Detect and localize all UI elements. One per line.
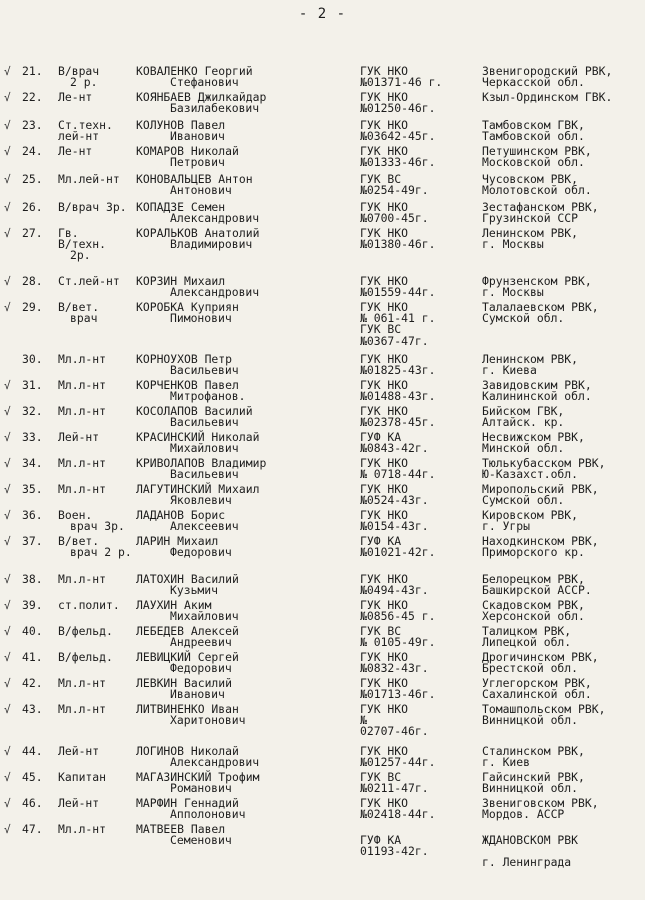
record-patronymic: Васильевич	[170, 415, 239, 429]
record-name: ЛАГУТИНСКИЙ Михаил	[136, 482, 260, 496]
record-department: Молотовской обл.	[482, 183, 592, 197]
check-mark-icon: √	[4, 145, 11, 158]
record-name: КРАСИНСКИЙ Николай	[136, 430, 260, 444]
check-mark-icon: √	[4, 573, 11, 586]
record-rank: Мл.л-нт	[58, 378, 107, 392]
check-mark-icon: √	[4, 91, 11, 104]
record-number: 47.	[22, 822, 43, 836]
check-mark-icon: √	[4, 431, 11, 444]
record-order: 01193-42г.	[360, 844, 429, 858]
record-patronymic: Васильевич	[170, 467, 239, 481]
record-org: ГУК НКО	[360, 456, 409, 470]
record-org: ГУК НКО	[360, 702, 409, 716]
record-org: ГУК НКО	[360, 300, 409, 314]
record-order: №01333-46г.	[360, 155, 436, 169]
record-rank: Ле-нт	[58, 90, 93, 104]
record-rank: Мл.л-нт	[58, 482, 107, 496]
record-department: Мордов. АССР	[482, 807, 565, 821]
record-department: Находкинском РВК,	[482, 534, 599, 548]
check-mark-icon: √	[4, 483, 11, 496]
record-org: ГУК НКО	[360, 378, 409, 392]
record-patronymic: Александрович	[170, 211, 260, 225]
record-rank: Мл.л-нт	[58, 822, 107, 836]
record-name: ЛИТВИНЕНКО Иван	[136, 702, 239, 716]
record-org: ГУФ КА	[360, 430, 402, 444]
check-mark-icon: √	[4, 301, 11, 314]
record-order-extra: ГУК ВС №0367-47г.	[360, 322, 429, 348]
check-mark-icon: √	[4, 535, 11, 548]
record-rank: Мл.л-нт	[58, 572, 107, 586]
record-name: КОМАРОВ Николай	[136, 144, 239, 158]
record-department: Скадовском РВК,	[482, 598, 585, 612]
record-department: Белорецком РВК,	[482, 572, 585, 586]
record-department: Фрунзенском РВК,	[482, 274, 592, 288]
record-rank: врач Зр.	[70, 519, 125, 533]
check-mark-icon: √	[4, 509, 11, 522]
record-patronymic: Михайлович	[170, 441, 239, 455]
record-patronymic: Иванович	[170, 129, 225, 143]
record-department: Петушинском РВК,	[482, 144, 592, 158]
record-rank: В/фельд.	[58, 650, 113, 664]
record-name: КОСОЛАПОВ Василий	[136, 404, 253, 418]
record-org: ГУК НКО	[360, 274, 409, 288]
record-department: Липецкой обл.	[482, 635, 572, 649]
record-patronymic: Васильевич	[170, 363, 239, 377]
record-rank: Мл.л-нт	[58, 352, 107, 366]
record-rank: Ле-нт	[58, 144, 93, 158]
record-org: ГУФ КА	[360, 833, 402, 847]
record-patronymic: Митрофанов.	[170, 389, 246, 403]
record-department: Талалаевском РВК,	[482, 300, 599, 314]
check-mark-icon: √	[4, 405, 11, 418]
record-number: 37.	[22, 534, 43, 548]
check-mark-icon: √	[4, 651, 11, 664]
record-department: Кзыл-Ординском ГВК.	[482, 90, 613, 104]
record-patronymic: Михайлович	[170, 609, 239, 623]
check-mark-icon: √	[4, 745, 11, 758]
record-rank: В/вет.	[58, 300, 100, 314]
record-name: КОРЧЕНКОВ Павел	[136, 378, 239, 392]
record-order: №0843-42г.	[360, 441, 429, 455]
record-order: №01825-43г.	[360, 363, 436, 377]
record-org: ГУК НКО	[360, 144, 409, 158]
record-rank: Мл.л-нт	[58, 456, 107, 470]
record-number: 21.	[22, 64, 43, 78]
record-name: КОРОБКА Куприян	[136, 300, 239, 314]
record-department: Несвижском РВК,	[482, 430, 585, 444]
check-mark-icon: √	[4, 797, 11, 810]
record-rank: В/врач	[58, 64, 100, 78]
record-department: Алтайск. кр.	[482, 415, 565, 429]
record-patronymic: Харитонович	[170, 713, 246, 727]
record-department: Тамбовской обл.	[482, 129, 585, 143]
record-patronymic: Иванович	[170, 687, 225, 701]
record-name: МАРФИН Геннадий	[136, 796, 239, 810]
record-number: 33.	[22, 430, 43, 444]
record-patronymic: Апполонович	[170, 807, 246, 821]
record-rank: В/вет.	[58, 534, 100, 548]
record-department: Грузинской ССР	[482, 211, 579, 225]
record-number: 29.	[22, 300, 43, 314]
record-patronymic: Владимирович	[170, 237, 253, 251]
record-rank: В/врач Зр.	[58, 200, 127, 214]
record-org: ГУК ВС	[360, 172, 402, 186]
record-patronymic: Стефанович	[170, 75, 239, 89]
record-order: №0856-45 г.	[360, 609, 436, 623]
record-patronymic: Федорович	[170, 661, 232, 675]
record-rank: Мл.л-нт	[58, 404, 107, 418]
check-mark-icon: √	[4, 703, 11, 716]
record-patronymic: Пимонович	[170, 311, 232, 325]
record-department: Тюлькубасском РВК,	[482, 456, 606, 470]
record-department: г. Ленинграда	[482, 855, 572, 869]
record-name: МАТВЕЕВ Павел	[136, 822, 226, 836]
record-number: 45.	[22, 770, 43, 784]
record-department: Сумской обл.	[482, 493, 565, 507]
record-order: №01380-46г.	[360, 237, 436, 251]
record-rank: В/фельд.	[58, 624, 113, 638]
record-rank: Лей-нт	[58, 744, 100, 758]
check-mark-icon: √	[4, 771, 11, 784]
record-order: №0154-43г.	[360, 519, 429, 533]
record-org: ГУК НКО	[360, 650, 409, 664]
record-name: ЛАУХИН Аким	[136, 598, 212, 612]
record-department: ЖДАНОВСКОМ РВК	[482, 833, 579, 847]
record-number: 36.	[22, 508, 43, 522]
record-rank: Ст.лей-нт	[58, 274, 120, 288]
record-department: Приморского кр.	[482, 545, 585, 559]
record-name: МАГАЗИНСКИЙ Трофим	[136, 770, 260, 784]
record-order: №01021-42г.	[360, 545, 436, 559]
record-department: Минской обл.	[482, 441, 565, 455]
record-department: Херсонской обл.	[482, 609, 585, 623]
record-patronymic: Романович	[170, 781, 232, 795]
record-department: Звениговском РВК,	[482, 796, 599, 810]
record-number: 24.	[22, 144, 43, 158]
check-mark-icon: √	[4, 119, 11, 132]
record-rank: Лей-нт	[58, 796, 100, 810]
check-mark-icon: √	[4, 173, 11, 186]
check-mark-icon: √	[4, 457, 11, 470]
record-department: Бийском ГВК,	[482, 404, 565, 418]
record-department: Брестской обл.	[482, 661, 579, 675]
check-mark-icon: √	[4, 625, 11, 638]
record-order-extra: 02707-46г.	[360, 724, 429, 738]
record-name: КОПАДЗЕ Семен	[136, 200, 226, 214]
record-department: Томашпольском РВК,	[482, 702, 606, 716]
record-number: 43.	[22, 702, 43, 716]
record-number: 25.	[22, 172, 43, 186]
record-patronymic: Федорович	[170, 545, 232, 559]
record-name: ЛЕБЕДЕВ Алексей	[136, 624, 239, 638]
record-patronymic: Александрович	[170, 755, 260, 769]
record-rank: Гв.	[58, 226, 79, 240]
record-rank: 2 р.	[70, 75, 98, 89]
record-department: г. Москвы	[482, 285, 544, 299]
record-rank: Мл.л-нт	[58, 702, 107, 716]
record-department: Сумской обл.	[482, 311, 565, 325]
record-order: №01371-46 г.	[360, 75, 443, 89]
record-rank: Мл.л-нт	[58, 676, 107, 690]
check-mark-icon: √	[4, 823, 11, 836]
record-order: №01250-46г.	[360, 101, 436, 115]
record-patronymic: Петрович	[170, 155, 225, 169]
record-department: Зестафанском РВК,	[482, 200, 599, 214]
record-patronymic: Андреевич	[170, 635, 232, 649]
record-order: №02418-44г.	[360, 807, 436, 821]
record-department: г. Угры	[482, 519, 531, 533]
record-order: №0524-43г.	[360, 493, 429, 507]
record-number: 26.	[22, 200, 43, 214]
record-order: №0254-49г.	[360, 183, 429, 197]
record-patronymic: Алексеевич	[170, 519, 239, 533]
record-name: КРИВОЛАПОВ Владимир	[136, 456, 267, 470]
record-number: 27.	[22, 226, 43, 240]
record-org: ГУК НКО	[360, 508, 409, 522]
record-rank: Воен.	[58, 508, 93, 522]
record-order: №03642-45г.	[360, 129, 436, 143]
record-order: №	[360, 713, 367, 727]
record-org: ГУК НКО	[360, 572, 409, 586]
record-order: №02378-45г.	[360, 415, 436, 429]
check-mark-icon: √	[4, 379, 11, 392]
record-number: 39.	[22, 598, 43, 612]
record-name: ЛОГИНОВ Николай	[136, 744, 239, 758]
record-department: Завидовским РВК,	[482, 378, 592, 392]
record-org: ГУК НКО	[360, 482, 409, 496]
record-number: 22.	[22, 90, 43, 104]
record-org: ГУК НКО	[360, 598, 409, 612]
record-department: Ленинском РВК,	[482, 226, 579, 240]
record-name: КОРЗИН Михаил	[136, 274, 226, 288]
record-name: КОРАЛЬКОВ Анатолий	[136, 226, 260, 240]
record-patronymic: Базилабекович	[170, 101, 260, 115]
record-org: ГУФ КА	[360, 534, 402, 548]
record-rank: врач 2 р.	[70, 545, 132, 559]
record-org: ГУК НКО	[360, 64, 409, 78]
record-order: № 0718-44г.	[360, 467, 436, 481]
record-name: КОВАЛЕНКО Георгий	[136, 64, 253, 78]
record-order: №01713-46г.	[360, 687, 436, 701]
record-department: г. Киева	[482, 363, 537, 377]
record-order: №01257-44г.	[360, 755, 436, 769]
record-department: Талицком РВК,	[482, 624, 572, 638]
record-rank: В/техн.	[58, 237, 107, 251]
record-department: Звенигородский РВК,	[482, 64, 613, 78]
record-department: Винницкой обл.	[482, 713, 579, 727]
record-name: КОРНОУХОВ Петр	[136, 352, 233, 366]
record-department: Ленинском РВК,	[482, 352, 579, 366]
record-number: 31.	[22, 378, 43, 392]
record-department: Миропольский РВК,	[482, 482, 599, 496]
record-name: ЛЕВКИН Василий	[136, 676, 233, 690]
record-rank: Капитан	[58, 770, 107, 784]
record-org: ГУК ВС	[360, 624, 402, 638]
record-number: 23.	[22, 118, 43, 132]
record-order: №01559-44г.	[360, 285, 436, 299]
record-department: Чусовском РВК,	[482, 172, 579, 186]
record-number: 28.	[22, 274, 43, 288]
record-patronymic: Кузьмич	[170, 583, 219, 597]
record-order: №0494-43г.	[360, 583, 429, 597]
record-patronymic: Яковлевич	[170, 493, 232, 507]
record-org: ГУК НКО	[360, 226, 409, 240]
record-org: ГУК НКО	[360, 200, 409, 214]
record-org: ГУК НКО	[360, 118, 409, 132]
record-rank: Мл.лей-нт	[58, 172, 120, 186]
record-order: №0832-43г.	[360, 661, 429, 675]
record-name: ЛАРИН Михаил	[136, 534, 219, 548]
record-order: №0211-47г.	[360, 781, 429, 795]
record-org: ГУК НКО	[360, 796, 409, 810]
record-department: Сахалинской обл.	[482, 687, 592, 701]
check-mark-icon: √	[4, 65, 11, 78]
record-org: ГУК НКО	[360, 404, 409, 418]
check-mark-icon: √	[4, 599, 11, 612]
page-number: - 2 -	[298, 6, 347, 22]
record-department: г. Киев	[482, 755, 531, 769]
record-org: ГУК ВС	[360, 770, 402, 784]
record-name: КОЯНБАЕВ Джилкайдар	[136, 90, 267, 104]
record-number: 34.	[22, 456, 43, 470]
record-order: №01488-43г.	[360, 389, 436, 403]
record-order: №0700-45г.	[360, 211, 429, 225]
record-order: № 061-41 г.	[360, 311, 436, 325]
record-org: ГУК НКО	[360, 352, 409, 366]
record-department: Башкирской АССР.	[482, 583, 592, 597]
record-name: КОНОВАЛЬЦЕВ Антон	[136, 172, 253, 186]
check-mark-icon: √	[4, 201, 11, 214]
record-department: Черкасской обл.	[482, 75, 585, 89]
record-number: 42.	[22, 676, 43, 690]
record-number: 32.	[22, 404, 43, 418]
record-patronymic: Семенович	[170, 833, 232, 847]
record-department: Сталинском РВК,	[482, 744, 585, 758]
record-number: 46.	[22, 796, 43, 810]
record-rank: Ст.техн.	[58, 118, 113, 132]
record-number: 38.	[22, 572, 43, 586]
record-name: ЛАТОХИН Василий	[136, 572, 239, 586]
record-department: Московской обл.	[482, 155, 585, 169]
record-department: Винницкой обл.	[482, 781, 579, 795]
record-name: ЛАДАНОВ Борис	[136, 508, 226, 522]
record-department: Углегорском РВК,	[482, 676, 592, 690]
record-department: Калининской обл.	[482, 389, 592, 403]
record-rank: врач	[70, 311, 98, 325]
record-rank: лей-нт	[58, 129, 100, 143]
record-department: Ю-Казахст.обл.	[482, 467, 579, 481]
record-rank: ст.полит.	[58, 598, 120, 612]
record-number: 44.	[22, 744, 43, 758]
record-number: 35.	[22, 482, 43, 496]
record-department: Дрогичинском РВК,	[482, 650, 599, 664]
check-mark-icon: √	[4, 275, 11, 288]
record-patronymic: Антонович	[170, 183, 232, 197]
check-mark-icon: √	[4, 677, 11, 690]
record-order: № 0105-49г.	[360, 635, 436, 649]
record-name: КОЛУНОВ Павел	[136, 118, 226, 132]
record-patronymic: Александрович	[170, 285, 260, 299]
check-mark-icon: √	[4, 227, 11, 240]
record-number: 41.	[22, 650, 43, 664]
record-org: ГУК НКО	[360, 90, 409, 104]
record-name: ЛЕВИЦКИЙ Сергей	[136, 650, 239, 664]
record-org: ГУК НКО	[360, 744, 409, 758]
record-department: Кировском РВК,	[482, 508, 579, 522]
record-org: ГУК НКО	[360, 676, 409, 690]
record-number: 30.	[22, 352, 43, 366]
record-department: Гайсинский РВК,	[482, 770, 585, 784]
record-rank: 2р.	[70, 248, 91, 262]
record-number: 40.	[22, 624, 43, 638]
record-rank: Лей-нт	[58, 430, 100, 444]
record-department: г. Москвы	[482, 237, 544, 251]
record-department: Тамбовском ГВК,	[482, 118, 585, 132]
